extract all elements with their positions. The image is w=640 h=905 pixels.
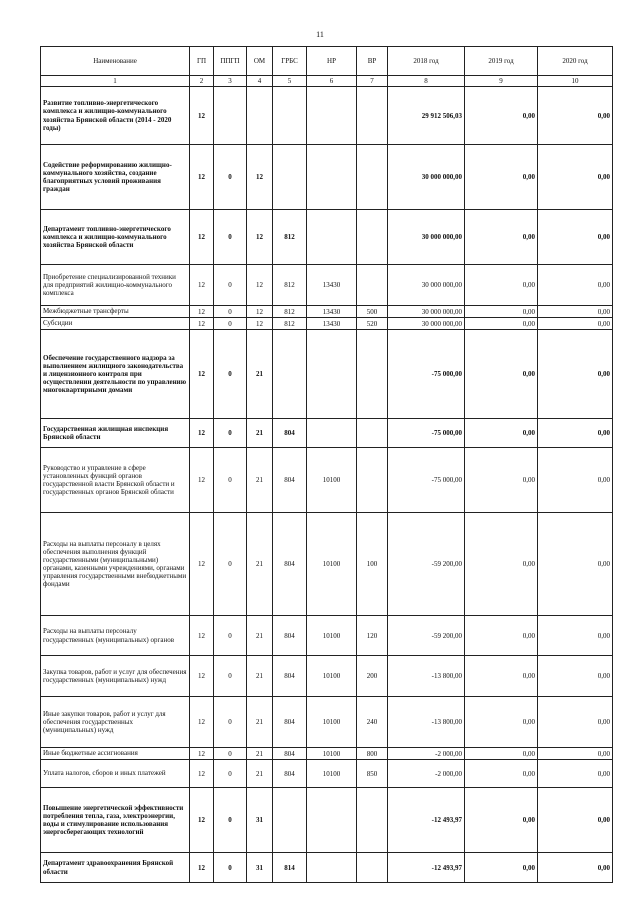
header-ppgp: ППГП [214, 47, 247, 76]
row-2019: 0,00 [465, 330, 538, 419]
column-number: 8 [388, 76, 465, 87]
row-2018: -12 493,97 [388, 853, 465, 883]
row-ppgp: 0 [214, 330, 247, 419]
row-grbs: 804 [273, 656, 307, 697]
row-nr: 10100 [307, 448, 357, 513]
column-number: 7 [357, 76, 388, 87]
row-2018: 30 000 000,00 [388, 306, 465, 318]
row-nr: 10100 [307, 748, 357, 760]
column-number: 3 [214, 76, 247, 87]
row-2020: 0,00 [538, 330, 613, 419]
row-nr [307, 210, 357, 265]
row-gp: 12 [190, 419, 214, 448]
row-om: 21 [247, 656, 273, 697]
row-grbs: 804 [273, 419, 307, 448]
row-om: 21 [247, 513, 273, 616]
row-2018: -2 000,00 [388, 748, 465, 760]
row-2018: 30 000 000,00 [388, 318, 465, 330]
row-2020: 0,00 [538, 318, 613, 330]
table-row [41, 330, 613, 419]
column-number: 4 [247, 76, 273, 87]
row-gp: 12 [190, 265, 214, 306]
page-number: 11 [316, 30, 324, 39]
row-gp: 12 [190, 656, 214, 697]
row-grbs [273, 145, 307, 210]
row-om: 21 [247, 760, 273, 788]
row-2019: 0,00 [465, 788, 538, 853]
row-name: Расходы на выплаты персоналу в целях обеспечения выполнения функций государственными (муниципальными) органами, казенными учреждениями, органами управления государственными внебюджетными фондами [41, 513, 190, 616]
row-name: Приобретение специализированной техники для предприятий жилищно-коммунального комплекса [41, 265, 190, 306]
row-grbs: 804 [273, 513, 307, 616]
table-row [41, 788, 613, 853]
row-ppgp: 0 [214, 318, 247, 330]
row-nr: 13430 [307, 306, 357, 318]
row-2020: 0,00 [538, 448, 613, 513]
table-row [41, 513, 613, 616]
row-nr: 10100 [307, 616, 357, 656]
table-row [41, 265, 613, 306]
header-nr: НР [307, 47, 357, 76]
row-2018: -59 200,00 [388, 616, 465, 656]
row-ppgp: 0 [214, 853, 247, 883]
row-vr [357, 265, 388, 306]
row-2020: 0,00 [538, 265, 613, 306]
row-name: Закупка товаров, работ и услуг для обеспечения государственных (муниципальных) нужд [41, 656, 190, 697]
header-grbs: ГРБС [273, 47, 307, 76]
row-om: 21 [247, 419, 273, 448]
row-name: Иные закупки товаров, работ и услуг для обеспечения государственных (муниципальных) нужд [41, 697, 190, 748]
row-ppgp [214, 87, 247, 145]
column-number: 1 [41, 76, 190, 87]
table-row [41, 697, 613, 748]
row-nr: 10100 [307, 697, 357, 748]
row-2020: 0,00 [538, 513, 613, 616]
row-nr: 13430 [307, 318, 357, 330]
table-row [41, 210, 613, 265]
row-nr: 13430 [307, 265, 357, 306]
header-name: Наименование [41, 47, 190, 76]
row-name: Обеспечение государственного надзора за выполнением жилищного законодательства и лицензионного контроля при осуществлении деятельности по управлению многоквартирными домами [41, 330, 190, 419]
row-vr: 850 [357, 760, 388, 788]
table-row [41, 448, 613, 513]
row-vr: 240 [357, 697, 388, 748]
row-grbs: 812 [273, 306, 307, 318]
table-row [41, 419, 613, 448]
row-ppgp: 0 [214, 616, 247, 656]
table-row [41, 87, 613, 145]
table-row [41, 760, 613, 788]
row-gp: 12 [190, 616, 214, 656]
row-2019: 0,00 [465, 656, 538, 697]
header-row [41, 47, 613, 76]
row-ppgp: 0 [214, 788, 247, 853]
row-2018: 30 000 000,00 [388, 265, 465, 306]
row-2019: 0,00 [465, 210, 538, 265]
row-vr: 120 [357, 616, 388, 656]
column-number: 2 [190, 76, 214, 87]
row-grbs [273, 788, 307, 853]
column-number-row [41, 76, 613, 87]
row-grbs: 804 [273, 697, 307, 748]
row-2019: 0,00 [465, 419, 538, 448]
row-2020: 0,00 [538, 788, 613, 853]
row-nr: 10100 [307, 760, 357, 788]
row-ppgp: 0 [214, 145, 247, 210]
row-ppgp: 0 [214, 419, 247, 448]
row-nr [307, 87, 357, 145]
table-row [41, 656, 613, 697]
row-nr [307, 419, 357, 448]
row-2018: 29 912 506,03 [388, 87, 465, 145]
header-gp: ГП [190, 47, 214, 76]
row-gp: 12 [190, 318, 214, 330]
column-number: 6 [307, 76, 357, 87]
row-ppgp: 0 [214, 656, 247, 697]
row-vr [357, 419, 388, 448]
row-om: 21 [247, 448, 273, 513]
row-om: 21 [247, 697, 273, 748]
row-grbs [273, 87, 307, 145]
row-ppgp: 0 [214, 265, 247, 306]
row-2020: 0,00 [538, 616, 613, 656]
row-name: Департамент топливно-энергетического комплекса и жилищно-коммунального хозяйства Брянской области [41, 210, 190, 265]
row-om: 31 [247, 853, 273, 883]
row-2019: 0,00 [465, 748, 538, 760]
row-2018: -2 000,00 [388, 760, 465, 788]
row-vr: 100 [357, 513, 388, 616]
row-nr [307, 853, 357, 883]
row-2019: 0,00 [465, 306, 538, 318]
row-vr [357, 210, 388, 265]
row-om: 21 [247, 330, 273, 419]
row-name: Содействие реформированию жилищно-коммунального хозяйства, создание благоприятных условий проживания граждан [41, 145, 190, 210]
row-nr [307, 788, 357, 853]
row-om: 12 [247, 318, 273, 330]
row-om: 21 [247, 616, 273, 656]
row-2019: 0,00 [465, 853, 538, 883]
row-grbs: 814 [273, 853, 307, 883]
column-number: 5 [273, 76, 307, 87]
row-2019: 0,00 [465, 448, 538, 513]
row-ppgp: 0 [214, 306, 247, 318]
row-vr: 800 [357, 748, 388, 760]
row-2018: -75 000,00 [388, 419, 465, 448]
table-row [41, 306, 613, 318]
row-om: 31 [247, 788, 273, 853]
row-gp: 12 [190, 760, 214, 788]
row-2019: 0,00 [465, 697, 538, 748]
header-om: ОМ [247, 47, 273, 76]
header-vr: ВР [357, 47, 388, 76]
row-name: Субсидии [41, 318, 190, 330]
table-row [41, 616, 613, 656]
row-ppgp: 0 [214, 513, 247, 616]
row-grbs: 804 [273, 616, 307, 656]
row-om: 12 [247, 210, 273, 265]
row-2019: 0,00 [465, 616, 538, 656]
row-ppgp: 0 [214, 748, 247, 760]
row-2019: 0,00 [465, 318, 538, 330]
row-gp: 12 [190, 788, 214, 853]
row-vr [357, 788, 388, 853]
row-name: Государственная жилищная инспекция Брянской области [41, 419, 190, 448]
row-2019: 0,00 [465, 760, 538, 788]
row-vr: 520 [357, 318, 388, 330]
row-gp: 12 [190, 306, 214, 318]
row-gp: 12 [190, 853, 214, 883]
row-grbs: 812 [273, 318, 307, 330]
row-2018: -75 000,00 [388, 330, 465, 419]
row-nr [307, 330, 357, 419]
row-gp: 12 [190, 448, 214, 513]
row-2019: 0,00 [465, 145, 538, 210]
row-2018: -12 493,97 [388, 788, 465, 853]
row-name: Развитие топливно-энергетического комплекса и жилищно-коммунального хозяйства Брянской области (2014 - 2020 годы) [41, 87, 190, 145]
row-om: 21 [247, 748, 273, 760]
row-nr [307, 145, 357, 210]
row-om: 12 [247, 265, 273, 306]
row-vr [357, 448, 388, 513]
row-2019: 0,00 [465, 265, 538, 306]
row-grbs: 812 [273, 265, 307, 306]
row-2018: -13 800,00 [388, 697, 465, 748]
row-2018: 30 000 000,00 [388, 210, 465, 265]
table-row [41, 318, 613, 330]
row-grbs [273, 330, 307, 419]
table-row [41, 853, 613, 883]
header-2020: 2020 год [538, 47, 613, 76]
row-2020: 0,00 [538, 419, 613, 448]
row-grbs: 804 [273, 760, 307, 788]
row-om [247, 87, 273, 145]
row-2020: 0,00 [538, 87, 613, 145]
row-om: 12 [247, 306, 273, 318]
row-gp: 12 [190, 748, 214, 760]
row-grbs: 804 [273, 748, 307, 760]
row-name: Уплата налогов, сборов и иных платежей [41, 760, 190, 788]
row-2020: 0,00 [538, 306, 613, 318]
row-grbs: 804 [273, 448, 307, 513]
row-vr [357, 853, 388, 883]
row-grbs: 812 [273, 210, 307, 265]
row-ppgp: 0 [214, 760, 247, 788]
budget-table [40, 46, 613, 883]
row-vr: 500 [357, 306, 388, 318]
row-2018: -59 200,00 [388, 513, 465, 616]
row-2019: 0,00 [465, 513, 538, 616]
row-2018: 30 000 000,00 [388, 145, 465, 210]
row-vr: 200 [357, 656, 388, 697]
row-2018: -13 800,00 [388, 656, 465, 697]
row-name: Межбюджетные трансферты [41, 306, 190, 318]
row-name: Расходы на выплаты персоналу государственных (муниципальных) органов [41, 616, 190, 656]
row-gp: 12 [190, 210, 214, 265]
column-number: 10 [538, 76, 613, 87]
row-gp: 12 [190, 697, 214, 748]
row-ppgp: 0 [214, 210, 247, 265]
row-nr: 10100 [307, 656, 357, 697]
row-2019: 0,00 [465, 87, 538, 145]
row-gp: 12 [190, 513, 214, 616]
table-body [41, 87, 613, 883]
header-2019: 2019 год [465, 47, 538, 76]
table-row [41, 145, 613, 210]
row-om: 12 [247, 145, 273, 210]
row-2020: 0,00 [538, 145, 613, 210]
row-vr [357, 145, 388, 210]
row-ppgp: 0 [214, 448, 247, 513]
row-2020: 0,00 [538, 656, 613, 697]
row-vr [357, 87, 388, 145]
row-ppgp: 0 [214, 697, 247, 748]
row-name: Иные бюджетные ассигнования [41, 748, 190, 760]
row-2020: 0,00 [538, 748, 613, 760]
row-2018: -75 000,00 [388, 448, 465, 513]
row-gp: 12 [190, 330, 214, 419]
row-name: Повышение энергетической эффективности потребления тепла, газа, электроэнергии, воды и стимулирование использования энергосберегающих технологий [41, 788, 190, 853]
row-gp: 12 [190, 145, 214, 210]
row-gp: 12 [190, 87, 214, 145]
row-name: Департамент здравоохранения Брянской области [41, 853, 190, 883]
row-vr [357, 330, 388, 419]
table-row [41, 748, 613, 760]
row-2020: 0,00 [538, 697, 613, 748]
row-name: Руководство и управление в сфере установленных функций органов государственной власти Брянской области и государственных органов Брянской области [41, 448, 190, 513]
row-2020: 0,00 [538, 210, 613, 265]
row-2020: 0,00 [538, 853, 613, 883]
column-number: 9 [465, 76, 538, 87]
header-2018: 2018 год [388, 47, 465, 76]
row-nr: 10100 [307, 513, 357, 616]
row-2020: 0,00 [538, 760, 613, 788]
